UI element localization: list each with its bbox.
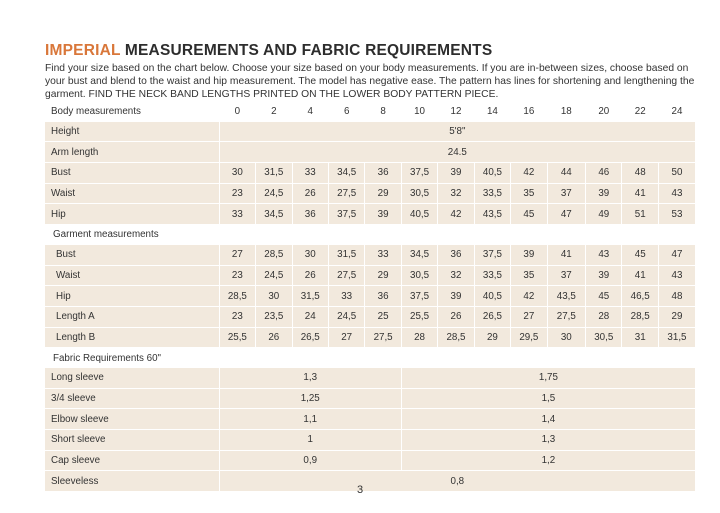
row-label: Hip bbox=[45, 204, 219, 225]
value-cell: 26 bbox=[438, 306, 474, 327]
fabric-header-row bbox=[45, 348, 695, 368]
value-cell: 47 bbox=[547, 204, 585, 225]
value-cell: 23 bbox=[219, 183, 255, 204]
size-header: 10 bbox=[401, 102, 437, 122]
value-cell: 46 bbox=[586, 163, 622, 184]
value-cell: 30,5 bbox=[586, 327, 622, 348]
row-label: Hip bbox=[45, 286, 219, 307]
fabric-large-sizes-value: 1,3 bbox=[401, 430, 695, 451]
garment-row bbox=[45, 286, 695, 307]
value-cell: 26,5 bbox=[474, 306, 510, 327]
value-cell: 23,5 bbox=[256, 306, 292, 327]
value-cell: 23 bbox=[219, 306, 255, 327]
value-cell: 28 bbox=[586, 306, 622, 327]
value-cell: 27,5 bbox=[328, 265, 364, 286]
value-cell: 32 bbox=[438, 183, 474, 204]
value-cell: 30 bbox=[292, 245, 328, 265]
value-cell: 27,5 bbox=[547, 306, 585, 327]
size-header: 6 bbox=[328, 102, 364, 122]
size-header: 22 bbox=[622, 102, 658, 122]
value-cell: 43,5 bbox=[547, 286, 585, 307]
height-row bbox=[45, 122, 695, 142]
value-cell: 45 bbox=[511, 204, 547, 225]
fabric-small-sizes-value: 1,25 bbox=[219, 388, 401, 409]
row-label: Arm length bbox=[45, 142, 219, 163]
value-cell: 51 bbox=[622, 204, 658, 225]
body-row bbox=[45, 183, 695, 204]
value-cell: 30 bbox=[256, 286, 292, 307]
value-cell: 24,5 bbox=[256, 265, 292, 286]
value-cell: 33 bbox=[328, 286, 364, 307]
value-cell: 24 bbox=[292, 306, 328, 327]
fabric-small-sizes-value: 1 bbox=[219, 430, 401, 451]
value-cell: 24,5 bbox=[256, 183, 292, 204]
value-cell: 43 bbox=[658, 265, 695, 286]
value-cell: 27 bbox=[328, 327, 364, 348]
value-cell: 26 bbox=[292, 183, 328, 204]
fabric-large-sizes-value: 1,75 bbox=[401, 368, 695, 388]
value-cell: 28 bbox=[401, 327, 437, 348]
value-cell: 25,5 bbox=[219, 327, 255, 348]
value-cell: 30 bbox=[219, 163, 255, 184]
value-cell: 43,5 bbox=[474, 204, 510, 225]
value-cell: 35 bbox=[511, 265, 547, 286]
value-cell: 29 bbox=[474, 327, 510, 348]
size-header: 16 bbox=[511, 102, 547, 122]
body-row bbox=[45, 204, 695, 225]
fabric-large-sizes-value: 1,2 bbox=[401, 450, 695, 471]
value-cell: 40,5 bbox=[474, 163, 510, 184]
value-cell: 34,5 bbox=[328, 163, 364, 184]
value-cell: 29 bbox=[658, 306, 695, 327]
value-cell: 28,5 bbox=[622, 306, 658, 327]
value-cell: 37,5 bbox=[401, 163, 437, 184]
value-cell: 26 bbox=[292, 265, 328, 286]
value-cell: 39 bbox=[438, 286, 474, 307]
value-cell: 37,5 bbox=[474, 245, 510, 265]
page-content bbox=[45, 42, 695, 102]
fabric-row bbox=[45, 368, 695, 388]
value-cell: 26 bbox=[256, 327, 292, 348]
value-cell: 27 bbox=[219, 245, 255, 265]
height-value: 5'8" bbox=[219, 122, 695, 142]
size-header: 20 bbox=[586, 102, 622, 122]
value-cell: 46,5 bbox=[622, 286, 658, 307]
value-cell: 31,5 bbox=[328, 245, 364, 265]
value-cell: 48 bbox=[658, 286, 695, 307]
value-cell: 39 bbox=[438, 163, 474, 184]
body-measurements-header-row bbox=[45, 102, 695, 122]
value-cell: 45 bbox=[622, 245, 658, 265]
value-cell: 41 bbox=[622, 265, 658, 286]
value-cell: 29,5 bbox=[511, 327, 547, 348]
value-cell: 30,5 bbox=[401, 183, 437, 204]
row-label: Short sleeve bbox=[45, 430, 219, 451]
arm-length-row bbox=[45, 142, 695, 163]
fabric-requirements-header: Fabric Requirements 60" bbox=[45, 348, 695, 368]
value-cell: 41 bbox=[547, 245, 585, 265]
fabric-row bbox=[45, 388, 695, 409]
value-cell: 33 bbox=[292, 163, 328, 184]
body-measurements-header: Body measurements bbox=[45, 102, 219, 122]
value-cell: 44 bbox=[547, 163, 585, 184]
garment-row bbox=[45, 245, 695, 265]
size-header: 12 bbox=[438, 102, 474, 122]
fabric-small-sizes-value: 1,3 bbox=[219, 368, 401, 388]
fabric-small-sizes-value: 1,1 bbox=[219, 409, 401, 430]
value-cell: 39 bbox=[586, 183, 622, 204]
value-cell: 24,5 bbox=[328, 306, 364, 327]
row-label: Waist bbox=[45, 265, 219, 286]
value-cell: 34,5 bbox=[256, 204, 292, 225]
value-cell: 45 bbox=[586, 286, 622, 307]
value-cell: 36 bbox=[365, 163, 401, 184]
value-cell: 43 bbox=[658, 183, 695, 204]
value-cell: 40,5 bbox=[401, 204, 437, 225]
value-cell: 39 bbox=[511, 245, 547, 265]
value-cell: 40,5 bbox=[474, 286, 510, 307]
size-header: 2 bbox=[256, 102, 292, 122]
value-cell: 25 bbox=[365, 306, 401, 327]
value-cell: 50 bbox=[658, 163, 695, 184]
sleeveless-value: 0,8 bbox=[219, 471, 695, 492]
fabric-small-sizes-value: 0,9 bbox=[219, 450, 401, 471]
row-label: Height bbox=[45, 122, 219, 142]
value-cell: 39 bbox=[586, 265, 622, 286]
value-cell: 39 bbox=[365, 204, 401, 225]
row-label: Bust bbox=[45, 163, 219, 184]
value-cell: 47 bbox=[658, 245, 695, 265]
value-cell: 33 bbox=[219, 204, 255, 225]
fabric-large-sizes-value: 1,4 bbox=[401, 409, 695, 430]
value-cell: 43 bbox=[586, 245, 622, 265]
value-cell: 36 bbox=[365, 286, 401, 307]
page-title bbox=[45, 42, 695, 60]
value-cell: 33 bbox=[365, 245, 401, 265]
row-label: Length A bbox=[45, 306, 219, 327]
garment-row bbox=[45, 327, 695, 348]
size-header: 18 bbox=[547, 102, 585, 122]
body-row bbox=[45, 163, 695, 184]
garment-row bbox=[45, 265, 695, 286]
page-number: 3 bbox=[356, 484, 364, 496]
row-label: Elbow sleeve bbox=[45, 409, 219, 430]
fabric-large-sizes-value: 1,5 bbox=[401, 388, 695, 409]
row-label: Length B bbox=[45, 327, 219, 348]
value-cell: 42 bbox=[438, 204, 474, 225]
size-header: 0 bbox=[219, 102, 255, 122]
row-label: Cap sleeve bbox=[45, 450, 219, 471]
value-cell: 42 bbox=[511, 286, 547, 307]
value-cell: 33,5 bbox=[474, 265, 510, 286]
value-cell: 49 bbox=[586, 204, 622, 225]
value-cell: 30,5 bbox=[401, 265, 437, 286]
size-header: 4 bbox=[292, 102, 328, 122]
value-cell: 41 bbox=[622, 183, 658, 204]
value-cell: 33,5 bbox=[474, 183, 510, 204]
value-cell: 31,5 bbox=[256, 163, 292, 184]
row-label: Long sleeve bbox=[45, 368, 219, 388]
value-cell: 25,5 bbox=[401, 306, 437, 327]
garment-measurements-header: Garment measurements bbox=[45, 225, 695, 245]
value-cell: 27 bbox=[511, 306, 547, 327]
value-cell: 37 bbox=[547, 183, 585, 204]
value-cell: 31,5 bbox=[292, 286, 328, 307]
size-header: 14 bbox=[474, 102, 510, 122]
value-cell: 27,5 bbox=[365, 327, 401, 348]
title-accent: IMPERIAL bbox=[45, 42, 121, 59]
value-cell: 37,5 bbox=[328, 204, 364, 225]
fabric-row bbox=[45, 430, 695, 451]
value-cell: 37,5 bbox=[401, 286, 437, 307]
value-cell: 36 bbox=[292, 204, 328, 225]
value-cell: 28,5 bbox=[438, 327, 474, 348]
garment-header-row bbox=[45, 225, 695, 245]
value-cell: 23 bbox=[219, 265, 255, 286]
row-label: Bust bbox=[45, 245, 219, 265]
intro-paragraph: Find your size based on the chart below. Choose your size based on your body measurements. If you are in-between sizes, choose based on your bust and blend to the waist and hip measurement. The model has negative ease. The pattern has lines for shortening and lengthening the garment. FIND THE NECK BAND LENGTHS PRINTED ON THE LOWER BODY PATTERN PIECE. bbox=[45, 63, 695, 101]
value-cell: 28,5 bbox=[256, 245, 292, 265]
value-cell: 27,5 bbox=[328, 183, 364, 204]
value-cell: 53 bbox=[658, 204, 695, 225]
value-cell: 31,5 bbox=[658, 327, 695, 348]
value-cell: 29 bbox=[365, 183, 401, 204]
garment-row bbox=[45, 306, 695, 327]
fabric-row bbox=[45, 450, 695, 471]
value-cell: 30 bbox=[547, 327, 585, 348]
row-label: Sleeveless bbox=[45, 471, 219, 492]
value-cell: 48 bbox=[622, 163, 658, 184]
value-cell: 36 bbox=[438, 245, 474, 265]
row-label: Waist bbox=[45, 183, 219, 204]
value-cell: 37 bbox=[547, 265, 585, 286]
row-label: 3/4 sleeve bbox=[45, 388, 219, 409]
arm-length-value: 24.5 bbox=[219, 142, 695, 163]
value-cell: 34,5 bbox=[401, 245, 437, 265]
fabric-row bbox=[45, 409, 695, 430]
size-header: 24 bbox=[658, 102, 695, 122]
value-cell: 28,5 bbox=[219, 286, 255, 307]
value-cell: 35 bbox=[511, 183, 547, 204]
title-rest: MEASUREMENTS AND FABRIC REQUIREMENTS bbox=[124, 42, 493, 59]
value-cell: 29 bbox=[365, 265, 401, 286]
size-chart-table bbox=[45, 102, 695, 492]
value-cell: 32 bbox=[438, 265, 474, 286]
value-cell: 31 bbox=[622, 327, 658, 348]
value-cell: 26,5 bbox=[292, 327, 328, 348]
value-cell: 42 bbox=[511, 163, 547, 184]
size-header: 8 bbox=[365, 102, 401, 122]
